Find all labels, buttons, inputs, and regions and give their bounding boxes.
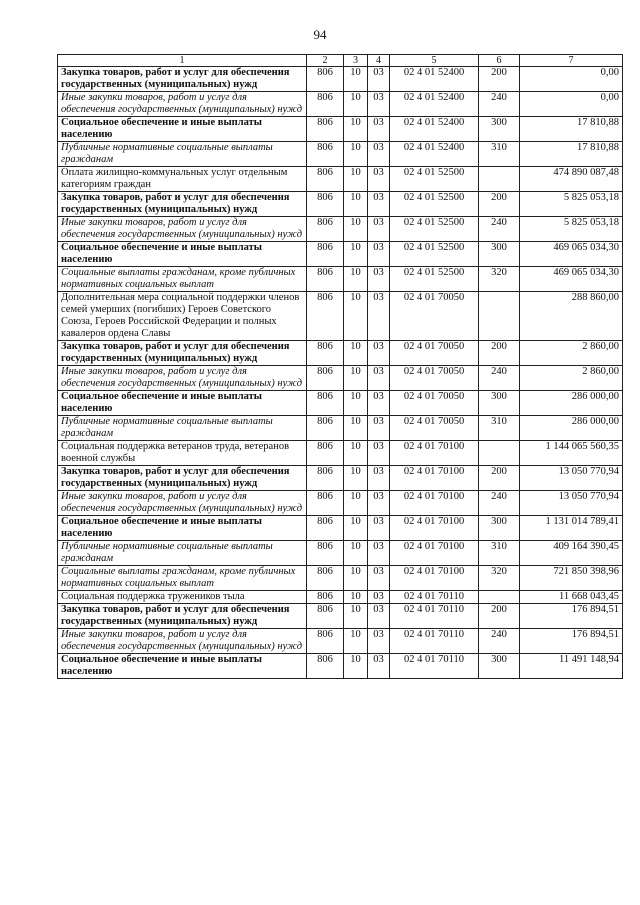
row-expense-type	[479, 167, 520, 192]
row-amount: 0,00	[520, 67, 623, 92]
row-subsection: 03	[368, 292, 390, 341]
row-amount: 13 050 770,94	[520, 491, 623, 516]
row-ved: 806	[307, 591, 344, 604]
row-target-article: 02 4 01 52500	[390, 217, 479, 242]
row-name: Закупка товаров, работ и услуг для обеспечения государственных (муниципальных) нужд	[58, 341, 307, 366]
row-amount: 17 810,88	[520, 142, 623, 167]
row-ved: 806	[307, 441, 344, 466]
row-ved: 806	[307, 416, 344, 441]
table-row	[58, 416, 623, 441]
row-amount: 2 860,00	[520, 366, 623, 391]
row-name: Публичные нормативные социальные выплаты гражданам	[58, 142, 307, 167]
row-amount: 13 050 770,94	[520, 466, 623, 491]
row-target-article: 02 4 01 70050	[390, 416, 479, 441]
row-ved: 806	[307, 92, 344, 117]
row-section: 10	[344, 391, 368, 416]
row-amount: 469 065 034,30	[520, 267, 623, 292]
row-amount: 5 825 053,18	[520, 192, 623, 217]
row-name: Социальное обеспечение и иные выплаты населению	[58, 242, 307, 267]
row-target-article: 02 4 01 70110	[390, 591, 479, 604]
header-col-5: 5	[390, 55, 479, 67]
row-section: 10	[344, 267, 368, 292]
row-section: 10	[344, 591, 368, 604]
row-target-article: 02 4 01 70050	[390, 341, 479, 366]
table-row	[58, 67, 623, 92]
row-name: Закупка товаров, работ и услуг для обеспечения государственных (муниципальных) нужд	[58, 67, 307, 92]
row-name: Оплата жилищно-коммунальных услуг отдельным категориям граждан	[58, 167, 307, 192]
row-subsection: 03	[368, 491, 390, 516]
row-name: Социальная поддержка тружеников тыла	[58, 591, 307, 604]
row-subsection: 03	[368, 441, 390, 466]
row-expense-type: 320	[479, 267, 520, 292]
row-expense-type	[479, 441, 520, 466]
row-expense-type: 240	[479, 217, 520, 242]
row-target-article: 02 4 01 52500	[390, 192, 479, 217]
row-section: 10	[344, 217, 368, 242]
row-section: 10	[344, 242, 368, 267]
table-row	[58, 292, 623, 341]
row-target-article: 02 4 01 52500	[390, 242, 479, 267]
row-ved: 806	[307, 167, 344, 192]
row-name: Закупка товаров, работ и услуг для обеспечения государственных (муниципальных) нужд	[58, 466, 307, 491]
row-section: 10	[344, 167, 368, 192]
row-name: Социальные выплаты гражданам, кроме публичных нормативных социальных выплат	[58, 566, 307, 591]
row-name: Социальное обеспечение и иные выплаты населению	[58, 391, 307, 416]
table-row	[58, 142, 623, 167]
row-subsection: 03	[368, 416, 390, 441]
row-ved: 806	[307, 117, 344, 142]
row-expense-type: 200	[479, 466, 520, 491]
row-target-article: 02 4 01 70110	[390, 629, 479, 654]
row-amount: 288 860,00	[520, 292, 623, 341]
row-section: 10	[344, 192, 368, 217]
row-ved: 806	[307, 67, 344, 92]
row-section: 10	[344, 654, 368, 679]
row-expense-type: 300	[479, 117, 520, 142]
row-name: Иные закупки товаров, работ и услуг для обеспечения государственных (муниципальных) нужд	[58, 491, 307, 516]
row-ved: 806	[307, 242, 344, 267]
row-section: 10	[344, 491, 368, 516]
header-col-1: 1	[58, 55, 307, 67]
row-name: Дополнительная мера социальной поддержки членов семей умерших (погибших) Героев Советского Союза, Героев Российской Федерации и полных кавалеров ордена Славы	[58, 292, 307, 341]
row-section: 10	[344, 541, 368, 566]
row-section: 10	[344, 117, 368, 142]
table-row	[58, 541, 623, 566]
row-name: Публичные нормативные социальные выплаты гражданам	[58, 541, 307, 566]
row-subsection: 03	[368, 591, 390, 604]
table-row	[58, 366, 623, 391]
row-target-article: 02 4 01 70110	[390, 654, 479, 679]
row-name: Социальные выплаты гражданам, кроме публичных нормативных социальных выплат	[58, 267, 307, 292]
row-ved: 806	[307, 267, 344, 292]
row-amount: 5 825 053,18	[520, 217, 623, 242]
table-row	[58, 629, 623, 654]
header-col-7: 7	[520, 55, 623, 67]
row-name: Социальное обеспечение и иные выплаты населению	[58, 516, 307, 541]
row-subsection: 03	[368, 192, 390, 217]
row-subsection: 03	[368, 67, 390, 92]
row-target-article: 02 4 01 52400	[390, 67, 479, 92]
row-subsection: 03	[368, 566, 390, 591]
row-amount: 176 894,51	[520, 604, 623, 629]
header-row	[58, 55, 623, 67]
row-name: Закупка товаров, работ и услуг для обеспечения государственных (муниципальных) нужд	[58, 604, 307, 629]
row-expense-type: 240	[479, 491, 520, 516]
row-target-article: 02 4 01 70110	[390, 604, 479, 629]
row-section: 10	[344, 466, 368, 491]
header-col-2: 2	[307, 55, 344, 67]
row-ved: 806	[307, 466, 344, 491]
row-ved: 806	[307, 629, 344, 654]
row-subsection: 03	[368, 267, 390, 292]
row-target-article: 02 4 01 70100	[390, 466, 479, 491]
row-amount: 409 164 390,45	[520, 541, 623, 566]
row-target-article: 02 4 01 52400	[390, 92, 479, 117]
row-amount: 176 894,51	[520, 629, 623, 654]
table-row	[58, 491, 623, 516]
row-name: Закупка товаров, работ и услуг для обеспечения государственных (муниципальных) нужд	[58, 192, 307, 217]
row-section: 10	[344, 92, 368, 117]
row-subsection: 03	[368, 366, 390, 391]
table-row	[58, 267, 623, 292]
row-subsection: 03	[368, 466, 390, 491]
row-target-article: 02 4 01 70100	[390, 516, 479, 541]
row-target-article: 02 4 01 70100	[390, 491, 479, 516]
row-ved: 806	[307, 491, 344, 516]
row-ved: 806	[307, 292, 344, 341]
table-row	[58, 604, 623, 629]
row-amount: 11 668 043,45	[520, 591, 623, 604]
row-amount: 286 000,00	[520, 416, 623, 441]
row-amount: 286 000,00	[520, 391, 623, 416]
table-row	[58, 167, 623, 192]
row-expense-type: 300	[479, 654, 520, 679]
row-expense-type: 240	[479, 629, 520, 654]
table-row	[58, 92, 623, 117]
row-amount: 721 850 398,96	[520, 566, 623, 591]
row-amount: 2 860,00	[520, 341, 623, 366]
header-col-4: 4	[368, 55, 390, 67]
row-subsection: 03	[368, 604, 390, 629]
row-amount: 474 890 087,48	[520, 167, 623, 192]
row-subsection: 03	[368, 391, 390, 416]
header-col-3: 3	[344, 55, 368, 67]
row-expense-type: 320	[479, 566, 520, 591]
header-col-6: 6	[479, 55, 520, 67]
row-amount: 11 491 148,94	[520, 654, 623, 679]
row-expense-type	[479, 292, 520, 341]
row-section: 10	[344, 516, 368, 541]
row-section: 10	[344, 341, 368, 366]
row-expense-type: 200	[479, 341, 520, 366]
row-subsection: 03	[368, 142, 390, 167]
row-expense-type: 300	[479, 391, 520, 416]
row-expense-type: 200	[479, 67, 520, 92]
row-target-article: 02 4 01 70100	[390, 566, 479, 591]
row-subsection: 03	[368, 516, 390, 541]
row-section: 10	[344, 67, 368, 92]
row-expense-type	[479, 591, 520, 604]
row-target-article: 02 4 01 52500	[390, 267, 479, 292]
row-name: Иные закупки товаров, работ и услуг для обеспечения государственных (муниципальных) нужд	[58, 217, 307, 242]
row-ved: 806	[307, 541, 344, 566]
row-amount: 1 144 065 560,35	[520, 441, 623, 466]
row-name: Социальное обеспечение и иные выплаты населению	[58, 654, 307, 679]
row-expense-type: 310	[479, 142, 520, 167]
row-expense-type: 200	[479, 192, 520, 217]
row-ved: 806	[307, 366, 344, 391]
table-row	[58, 516, 623, 541]
table-row	[58, 242, 623, 267]
row-target-article: 02 4 01 70050	[390, 292, 479, 341]
table-row	[58, 391, 623, 416]
table-row	[58, 117, 623, 142]
row-name: Публичные нормативные социальные выплаты гражданам	[58, 416, 307, 441]
row-ved: 806	[307, 142, 344, 167]
table-row	[58, 654, 623, 679]
table-row	[58, 192, 623, 217]
row-expense-type: 300	[479, 242, 520, 267]
row-section: 10	[344, 142, 368, 167]
table-row	[58, 566, 623, 591]
row-subsection: 03	[368, 167, 390, 192]
row-target-article: 02 4 01 70100	[390, 541, 479, 566]
row-amount: 1 131 014 789,41	[520, 516, 623, 541]
row-ved: 806	[307, 566, 344, 591]
row-amount: 17 810,88	[520, 117, 623, 142]
row-ved: 806	[307, 192, 344, 217]
row-expense-type: 310	[479, 416, 520, 441]
row-amount: 0,00	[520, 92, 623, 117]
row-section: 10	[344, 629, 368, 654]
row-name: Социальное обеспечение и иные выплаты населению	[58, 117, 307, 142]
budget-table	[57, 54, 623, 679]
row-amount: 469 065 034,30	[520, 242, 623, 267]
row-section: 10	[344, 566, 368, 591]
row-subsection: 03	[368, 654, 390, 679]
row-expense-type: 310	[479, 541, 520, 566]
row-ved: 806	[307, 604, 344, 629]
row-ved: 806	[307, 654, 344, 679]
row-section: 10	[344, 604, 368, 629]
row-section: 10	[344, 441, 368, 466]
table-row	[58, 341, 623, 366]
row-ved: 806	[307, 217, 344, 242]
row-subsection: 03	[368, 92, 390, 117]
row-subsection: 03	[368, 541, 390, 566]
row-ved: 806	[307, 341, 344, 366]
row-name: Социальная поддержка ветеранов труда, ветеранов военной службы	[58, 441, 307, 466]
row-subsection: 03	[368, 629, 390, 654]
table-row	[58, 466, 623, 491]
row-section: 10	[344, 366, 368, 391]
table-row	[58, 591, 623, 604]
row-target-article: 02 4 01 70050	[390, 366, 479, 391]
row-target-article: 02 4 01 70100	[390, 441, 479, 466]
row-target-article: 02 4 01 52400	[390, 142, 479, 167]
row-section: 10	[344, 292, 368, 341]
row-expense-type: 240	[479, 366, 520, 391]
row-expense-type: 200	[479, 604, 520, 629]
row-name: Иные закупки товаров, работ и услуг для обеспечения государственных (муниципальных) нужд	[58, 366, 307, 391]
row-target-article: 02 4 01 52400	[390, 117, 479, 142]
page-number: 94	[313, 27, 327, 42]
row-subsection: 03	[368, 242, 390, 267]
row-name: Иные закупки товаров, работ и услуг для обеспечения государственных (муниципальных) нужд	[58, 92, 307, 117]
row-subsection: 03	[368, 217, 390, 242]
row-section: 10	[344, 416, 368, 441]
row-target-article: 02 4 01 52500	[390, 167, 479, 192]
table-row	[58, 441, 623, 466]
row-ved: 806	[307, 391, 344, 416]
row-expense-type: 300	[479, 516, 520, 541]
row-subsection: 03	[368, 117, 390, 142]
row-expense-type: 240	[479, 92, 520, 117]
row-ved: 806	[307, 516, 344, 541]
row-target-article: 02 4 01 70050	[390, 391, 479, 416]
row-name: Иные закупки товаров, работ и услуг для обеспечения государственных (муниципальных) нужд	[58, 629, 307, 654]
table-row	[58, 217, 623, 242]
row-subsection: 03	[368, 341, 390, 366]
